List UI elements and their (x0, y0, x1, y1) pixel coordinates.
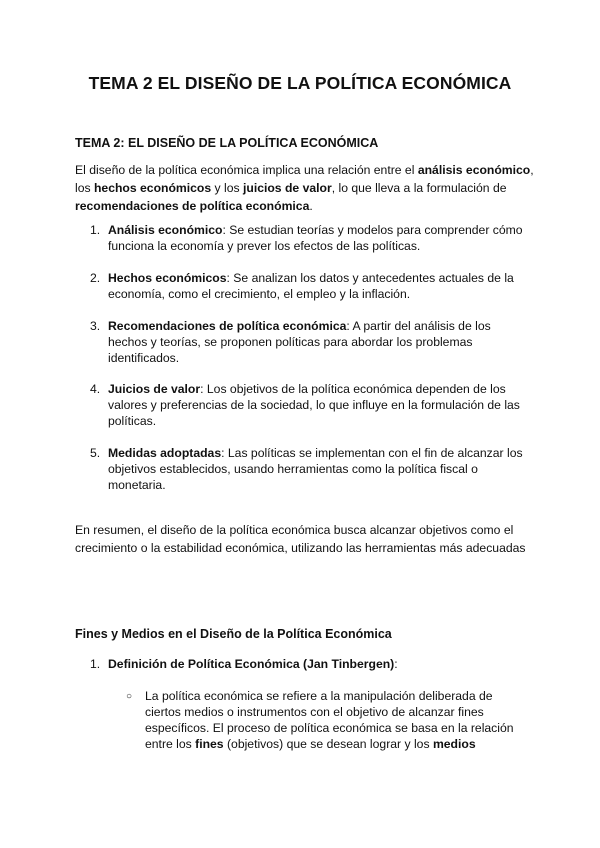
sub-bullet-text: La política económica se refiere a la manipulación deliberada de ciertos medios o instrumentos con el objetivo de alcanzar fines específicos. El proceso de política económica se basa en la relación entre los fines (objetivos) que se desean lograr y los medios (145, 689, 514, 751)
list-item-text: Definición de Política Económica (Jan Tinbergen): (108, 657, 398, 671)
list-item-text: Juicios de valor: Los objetivos de la política económica dependen de los valores y preferencias de la sociedad, lo que influye en la formulación de las políticas. (108, 382, 520, 428)
list-item-text: Hechos económicos: Se analizan los datos y antecedentes actuales de la economía, como el crecimiento, el empleo y la inflación. (108, 271, 514, 301)
section-heading: TEMA 2: EL DISEÑO DE LA POLÍTICA ECONÓMICA (75, 136, 379, 150)
list-number: 4. (90, 382, 101, 396)
summary-paragraph: En resumen, el diseño de la política económica busca alcanzar objetivos como el crecimiento o la estabilidad económica, utilizando las herramientas más adecuadas (75, 523, 526, 555)
list-number: 3. (90, 319, 101, 333)
list-item-text: Medidas adoptadas: Las políticas se implementan con el fin de alcanzar los objetivos establecidos, usando herramientas como la política fiscal o monetaria. (108, 446, 523, 492)
list-item-text: Recomendaciones de política económica: A partir del análisis de los hechos y teorías, se proponen políticas para abordar los problemas identificados. (108, 319, 491, 365)
section-heading: Fines y Medios en el Diseño de la Política Económica (75, 627, 392, 641)
intro-paragraph: El diseño de la política económica implica una relación entre el análisis económico, los hechos económicos y los juicios de valor, lo que lleva a la formulación de recomendaciones de política económica. (75, 163, 534, 213)
list-number: 5. (90, 446, 101, 460)
hollow-circle-bullet-icon: ○ (126, 691, 133, 702)
list-item-text: Análisis económico: Se estudian teorías y modelos para comprender cómo funciona la economía y prever los efectos de las políticas. (108, 223, 523, 253)
list-number: 2. (90, 271, 101, 285)
document-title: TEMA 2 EL DISEÑO DE LA POLÍTICA ECONÓMICA (88, 73, 512, 93)
list-number: 1. (90, 223, 101, 237)
list-number: 1. (90, 657, 101, 671)
